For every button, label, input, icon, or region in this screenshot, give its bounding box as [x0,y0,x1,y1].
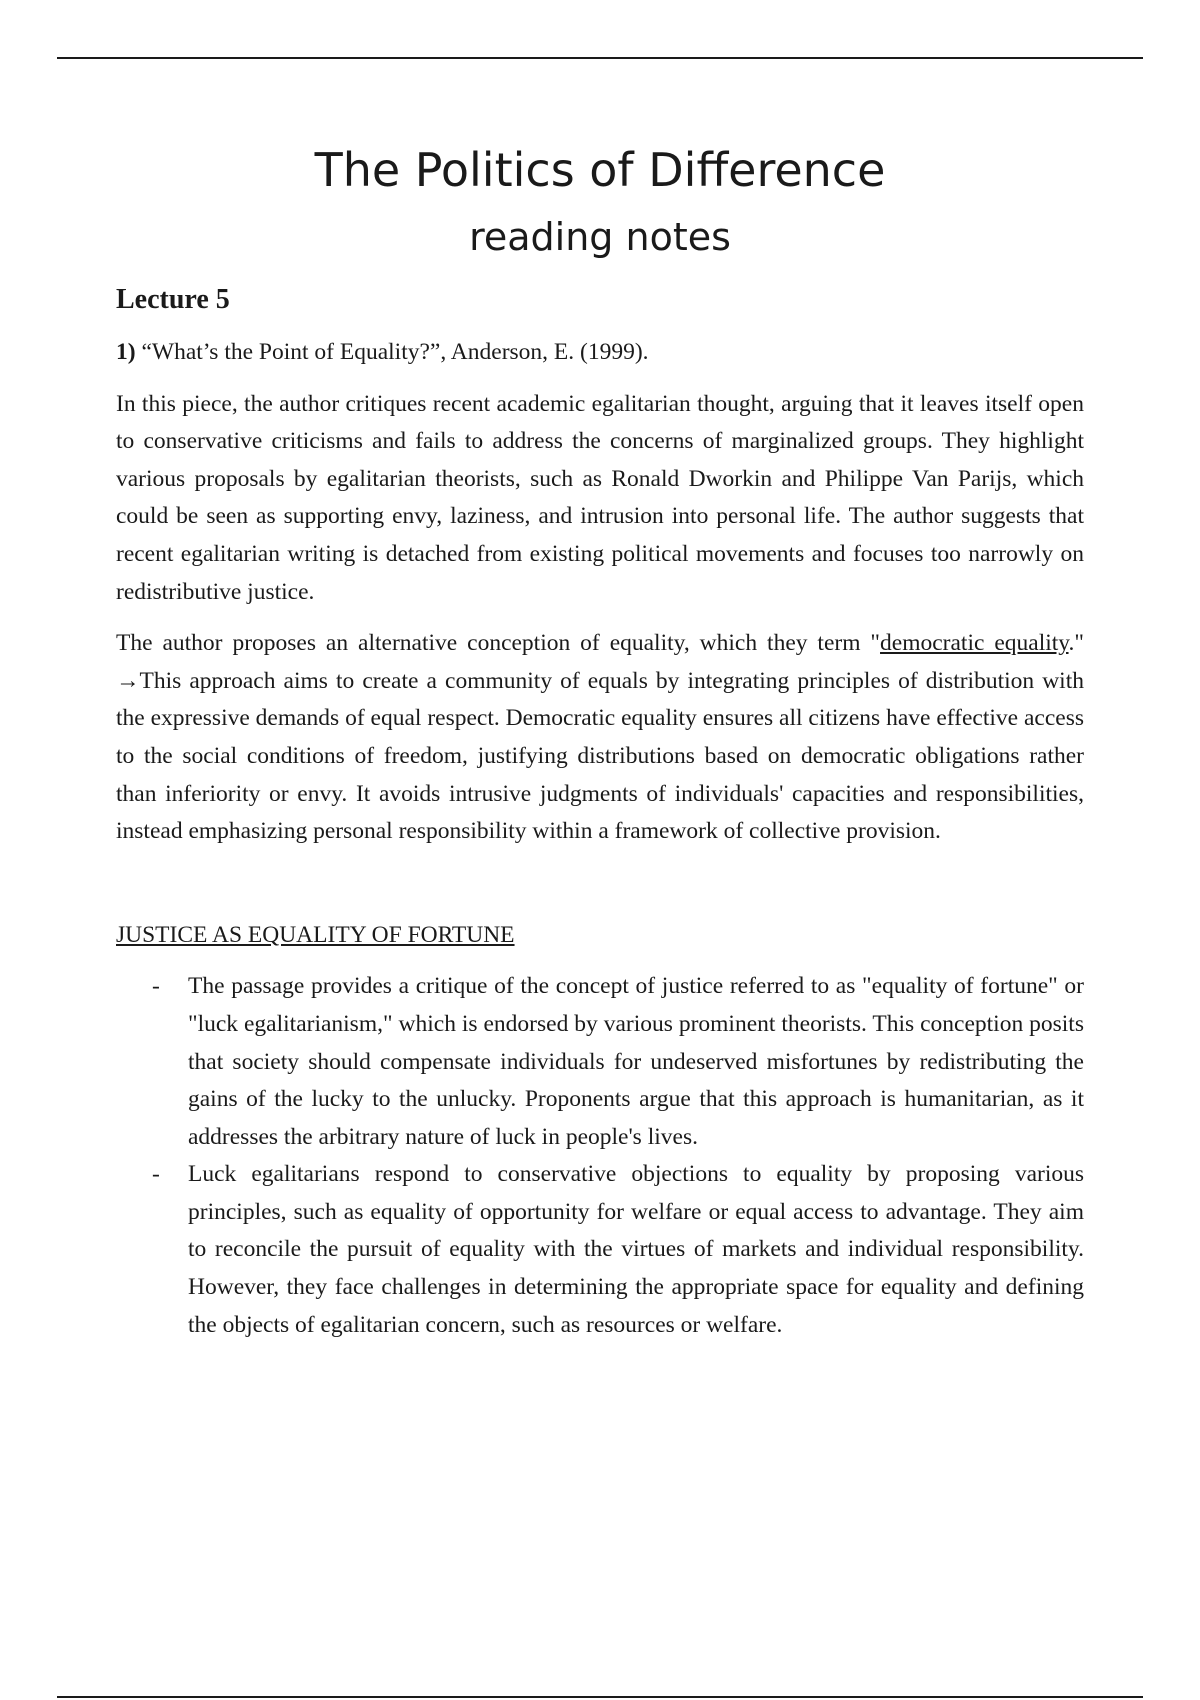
document-body [116,280,1084,1344]
bullet-dash: - [152,1161,160,1188]
document-subtitle: reading notes [469,215,731,259]
reading-citation [116,334,1084,372]
list-item [116,1156,1084,1344]
reading-title: “What’s the Point of Equality?”, Anderson, E. (1999). [141,339,649,365]
bottom-rule [57,1696,1143,1698]
top-rule [57,57,1143,59]
proposal-text-before: The author proposes an alternative conception of equality, which they term " [116,630,881,657]
bullet-dash: - [152,973,160,1000]
list-item-text: The passage provides a critique of the concept of justice referred to as "equality of fortune" or "luck egalitarianism," which is endorsed by various prominent theorists. This conception posits that society should compensate individuals for undeserved misfortunes by redistributing the gains of the lucky to the unlucky. Proponents argue that this approach is humanitarian, as it addresses the arbitrary nature of luck in people's lives. [188,973,1084,1150]
lecture-heading: Lecture 5 [116,284,230,315]
democratic-equality-term: democratic equality [880,630,1069,657]
reading-number: 1) [116,339,136,365]
bullet-list [116,968,1084,1344]
list-item-text: Luck egalitarians respond to conservative objections to equality by proposing various principles, such as equality of opportunity for welfare or equal access to advantage. They aim to reconcile the pursuit of equality with the virtues of markets and individual responsibility. However, they face challenges in determining the appropriate space for equality and defining the objects of egalitarian concern, such as resources or welfare. [188,1161,1084,1338]
list-item [116,968,1084,1156]
proposal-text-after: ." →This approach aims to create a community of equals by integrating principles of distribution with the expressive demands of equal respect. Democratic equality ensures all citizens have effective access to the social conditions of freedom, justifying distributions based on democratic obligations rather than inferiority or envy. It avoids intrusive judgments of individuals' capacities and responsibilities, instead emphasizing personal responsibility within a framework of collective provision. [116,630,1084,845]
proposal-paragraph [116,625,1084,851]
summary-paragraph: In this piece, the author critiques recent academic egalitarian thought, arguing that it leaves itself open to conservative criticisms and fails to address the concerns of marginalized groups. They highlight various proposals by egalitarian theorists, such as Ronald Dworkin and Philippe Van Parijs, which could be seen as supporting envy, laziness, and intrusion into personal life. The author suggests that recent egalitarian writing is detached from existing political movements and focuses too narrowly on redistributive justice. [116,390,1084,605]
section-heading: JUSTICE AS EQUALITY OF FORTUNE [116,921,515,948]
document-title: The Politics of Difference [314,143,886,197]
